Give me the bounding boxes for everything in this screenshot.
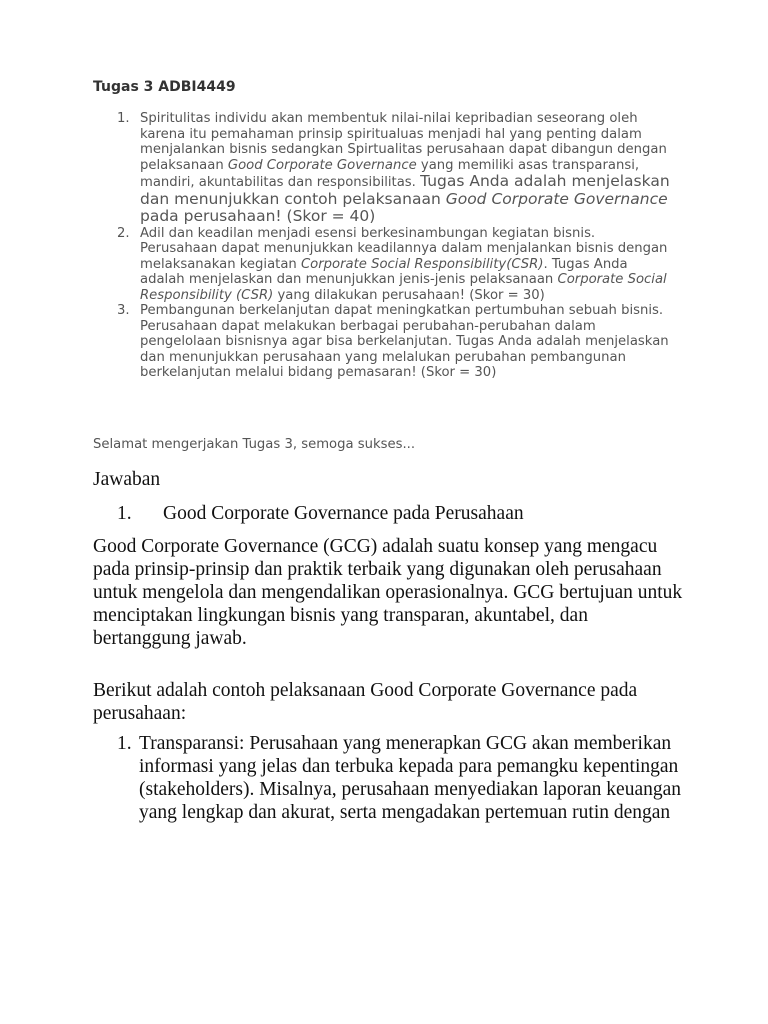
- closing-note: Selamat mengerjakan Tugas 3, semoga sukses...: [93, 437, 416, 452]
- question-item: 1. Spiritulitas individu akan membentuk nilai-nilai kepribadian seseorang oleh karena itu pemahaman prinsip spiritualuas menjadi hal yang penting dalam menjalankan bisnis sedangkan Spirtualitas perusahaan dapat dibangun dengan pelaksanaan Good Corporate Governance yang memiliki asas transparansi, mandiri, akuntabilitas dan responsibilitas. Tugas Anda adalah menjelaskan dan menunjukkan contoh pelaksanaan Good Corporate Governance pada perusahaan! (Skor = 40): [117, 111, 670, 225]
- question-number: 2.: [117, 225, 130, 241]
- section-title-text: Good Corporate Governance pada Perusahaan: [163, 503, 524, 524]
- example-list: [93, 732, 693, 824]
- question-item: 3. Pembangunan berkelanjutan dapat meningkatkan pertumbuhan sebuah bisnis. Perusahaan dapat melakukan berbagai perubahan-perubahan dalam pengelolaan bisnisnya agar bisa berkelanjutan. Tugas Anda adalah menjelaskan dan menunjukkan perusahaan yang melalukan perubahan pembangunan berkelanjutan melalui bidang pemasaran! (Skor = 30): [117, 303, 669, 380]
- list-item: [93, 732, 693, 824]
- question-number: 3.: [117, 303, 130, 318]
- answer-paragraph: Berikut adalah contoh pelaksanaan Good Corporate Governance pada perusahaan:: [93, 680, 638, 724]
- section-number: 1.: [117, 503, 132, 524]
- question-number: 1.: [117, 111, 130, 126]
- question-list: [93, 111, 673, 381]
- question-item: 2. Adil dan keadilan menjadi esensi berkesinambungan kegiatan bisnis. Perusahaan dapat menunjukkan keadilannya dalam menjalankan bisnis dengan melaksanakan kegiatan Corporate Social Responsibility(CSR). Tugas Anda adalah menjelaskan dan menunjukkan jenis-jenis pelaksanaan Corporate Social Responsibility (CSR) yang dilakukan perusahaan! (Skor = 30): [117, 225, 668, 303]
- section-title: [93, 502, 524, 526]
- list-item-text: Transparansi: Perusahaan yang menerapkan GCG akan memberikan informasi yang jelas dan terbuka kepada para pemangku kepentingan (stakeholders). Misalnya, perusahaan menyediakan laporan keuangan yang lengkap dan akurat, serta mengadakan pertemuan rutin dengan: [139, 733, 682, 823]
- answer-heading: Jawaban: [93, 469, 161, 490]
- answer-paragraph: Good Corporate Governance (GCG) adalah suatu konsep yang mengacu pada prinsip-prinsip dan praktik terbaik yang digunakan oleh perusahaan untuk mengelola dan mengendalikan operasionalnya. GCG bertujuan untuk menciptakan lingkungan bisnis yang transparan, akuntabel, dan bertanggung jawab.: [93, 536, 683, 649]
- assignment-title: Tugas 3 ADBI4449: [93, 79, 236, 95]
- list-item-number: 1.: [117, 733, 132, 754]
